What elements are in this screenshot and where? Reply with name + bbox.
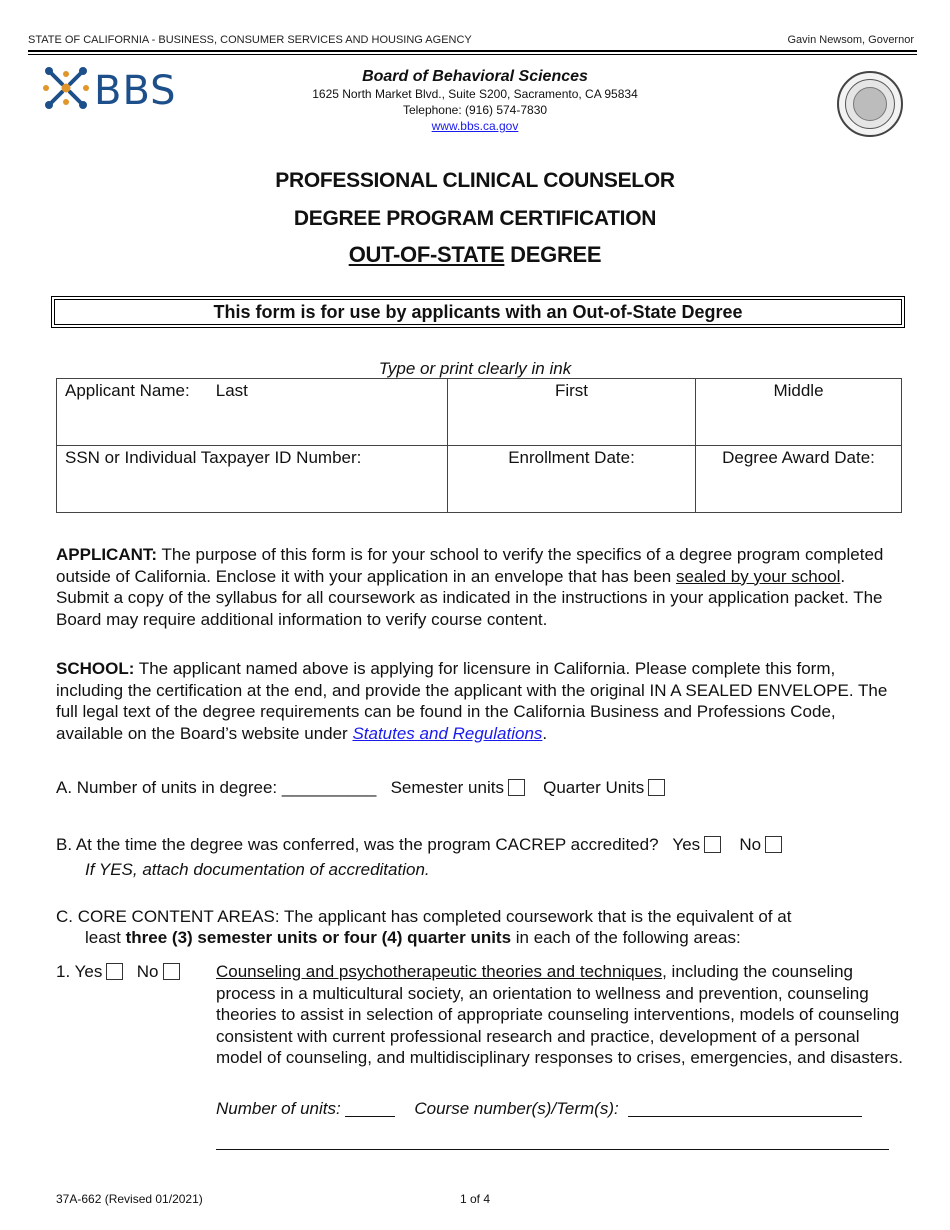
cacrep-yes-label: Yes: [672, 835, 701, 854]
applicant-underlined: sealed by your school: [675, 566, 841, 586]
header-rule-thick: [28, 50, 917, 52]
title-out-of-state: OUT-OF-STATE: [348, 242, 505, 267]
governor-name: Gavin Newsom, Governor: [787, 34, 914, 46]
item-1-no-label: No: [136, 962, 159, 981]
board-name: Board of Behavioral Sciences: [362, 68, 588, 85]
units-blank[interactable]: [345, 1099, 395, 1117]
item-1-no-checkbox[interactable]: [163, 963, 180, 980]
award-label: Degree Award Date:: [722, 448, 875, 467]
logo-text: BBS: [94, 68, 177, 114]
page-number: 1 of 4: [459, 1192, 491, 1206]
title-line-3: [0, 242, 950, 268]
item-b-label: B. At the time the degree was conferred, was the program CACREP accredited?: [56, 835, 659, 854]
item-c-line-2: [85, 927, 741, 949]
degree-award-date-field[interactable]: [696, 446, 902, 513]
enrollment-label: Enrollment Date:: [508, 448, 635, 467]
course-continuation-blank[interactable]: [216, 1149, 889, 1150]
applicant-name-label: Applicant Name:: [65, 381, 190, 400]
middle-label: Middle: [773, 381, 824, 400]
school-text-1: The applicant named above is applying for licensure in California. Please complete this form, including the certification at the end, and provide the applicant with the original IN A SEALED ENVELOPE. The full legal text of the degree requirements can be found in the California Business and Professions Code, available on the Board’s website under: [56, 659, 888, 743]
item-c-post: in each of the following areas:: [511, 928, 741, 947]
item-c-bold: three (3) semester units or four (4) quarter units: [125, 928, 512, 947]
course-label: Course number(s)/Term(s):: [414, 1099, 619, 1118]
form-id: 37A-662 (Revised 01/2021): [56, 1192, 203, 1206]
applicant-middle-name-field[interactable]: [696, 379, 902, 446]
quarter-label: Quarter Units: [543, 778, 645, 797]
ssn-field[interactable]: [57, 446, 448, 513]
title-line-1: PROFESSIONAL CLINICAL COUNSELOR: [275, 169, 675, 192]
quarter-units-checkbox[interactable]: [648, 779, 665, 796]
school-lead: SCHOOL:: [56, 659, 135, 678]
enrollment-date-field[interactable]: [448, 446, 696, 513]
title-degree: DEGREE: [504, 242, 602, 267]
semester-label: Semester units: [390, 778, 504, 797]
first-label: First: [554, 381, 589, 400]
title-line-2: DEGREE PROGRAM CERTIFICATION: [293, 207, 657, 230]
header-rule-thin: [28, 54, 917, 55]
agency-name: STATE OF CALIFORNIA - BUSINESS, CONSUMER SERVICES AND HOUSING AGENCY: [28, 34, 472, 46]
board-address: 1625 North Market Blvd., Suite S200, Sacramento, CA 95834: [312, 87, 638, 101]
item-1-underlined: Counseling and psychotherapeutic theories and techniques: [216, 962, 663, 981]
bbs-logo: [42, 66, 202, 114]
school-text-2: .: [542, 723, 548, 743]
course-blank[interactable]: [628, 1099, 862, 1117]
item-b-note: If YES, attach documentation of accreditation.: [85, 860, 430, 879]
ssn-label: SSN or Individual Taxpayer ID Number:: [65, 448, 362, 467]
cacrep-no-checkbox[interactable]: [765, 836, 782, 853]
item-a: [56, 777, 669, 799]
cacrep-no-label: No: [739, 835, 762, 854]
applicant-text-1: The purpose of this form is for your school to verify the specifics of a degree program completed outside of California. Enclose it with your application in an envelope that has been: [56, 545, 884, 586]
item-b: [56, 834, 786, 856]
applicant-info-table: [56, 378, 902, 513]
board-website-link[interactable]: www.bbs.ca.gov: [431, 119, 519, 133]
last-label: Last: [215, 381, 248, 400]
bbs-logo-icon: [42, 66, 90, 110]
print-instructions: Type or print clearly in ink: [378, 359, 572, 378]
item-1-units-line: [216, 1099, 862, 1119]
cacrep-yes-checkbox[interactable]: [704, 836, 721, 853]
applicant-paragraph: [56, 544, 902, 630]
applicant-text-2: . Submit a copy of the syllabus for all coursework as indicated in the instructions in your application packet. The Board may require additional information to verify course content.: [56, 566, 883, 629]
item-1-yes-label: 1. Yes: [56, 962, 103, 981]
agency-header: [28, 34, 914, 46]
statutes-link[interactable]: Statutes and Regulations: [352, 723, 543, 743]
item-1-text: , including the counseling process in a multicultural society, an orientation to wellness and prevention, counseling theories to assist in selection of appropriate counseling interventions, models of counseling consistent with current professional research and practice, development of a personal model of counseling, and multidisciplinary responses to crises, emergencies, and disasters.: [216, 962, 903, 1067]
notice-box: [51, 296, 905, 328]
item-c-line-1: C. CORE CONTENT AREAS: The applicant has completed coursework that is the equivalent of at: [56, 907, 792, 926]
item-1-choices: [56, 961, 184, 983]
applicant-lead: APPLICANT:: [56, 545, 158, 564]
notice-text: This form is for use by applicants with an Out-of-State Degree: [54, 299, 902, 325]
units-label: Number of units:: [216, 1099, 341, 1118]
board-info: [300, 68, 650, 134]
item-1-description: [216, 961, 906, 1069]
state-seal-icon: [837, 71, 903, 137]
applicant-last-name-field[interactable]: [57, 379, 448, 446]
item-1-yes-checkbox[interactable]: [106, 963, 123, 980]
item-c-pre: least: [85, 928, 126, 947]
board-telephone: Telephone: (916) 574-7830: [402, 103, 548, 117]
applicant-first-name-field[interactable]: [448, 379, 696, 446]
item-a-label: A. Number of units in degree: __________: [56, 778, 377, 797]
semester-units-checkbox[interactable]: [508, 779, 525, 796]
school-paragraph: [56, 658, 902, 744]
